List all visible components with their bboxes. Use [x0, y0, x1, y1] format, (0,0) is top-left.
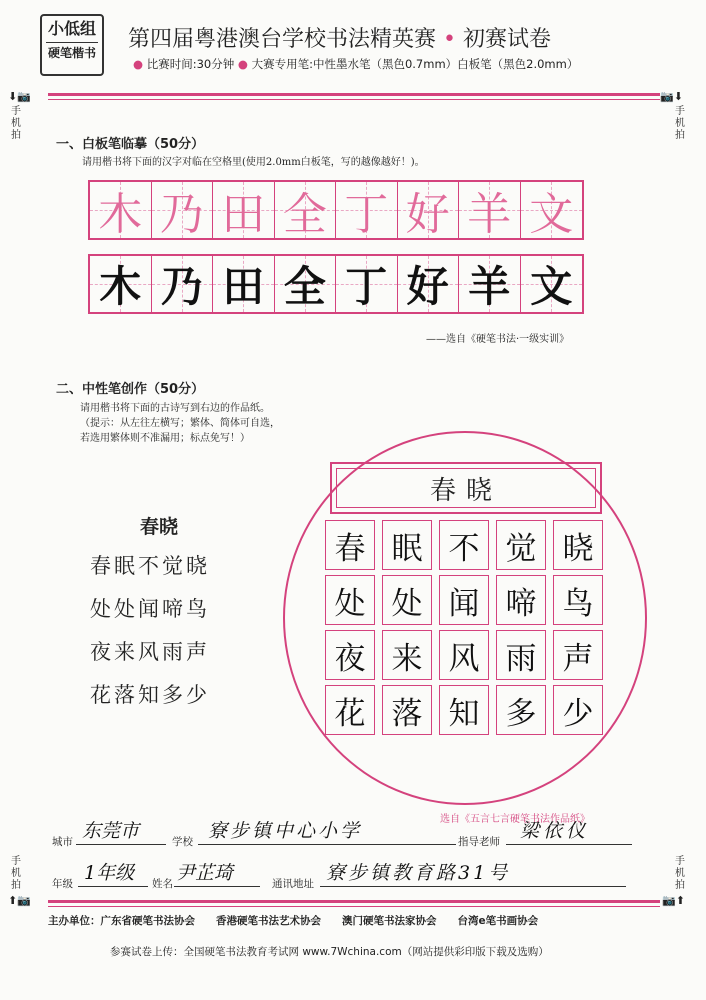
phone-scan-label: 手机拍 [675, 106, 685, 141]
model-cell: 好 [398, 182, 460, 238]
teacher-field[interactable]: 梁依仪 [520, 820, 590, 842]
footer-rule-thin [48, 906, 660, 907]
work-cell[interactable]: 多 [496, 685, 546, 735]
section2-heading: 二、中性笔创作（50分） [56, 382, 205, 397]
copy-cell[interactable]: 乃 [152, 256, 214, 312]
model-char-grid [88, 180, 584, 240]
work-cell[interactable]: 眠 [382, 520, 432, 570]
badge-group: 小低组 [47, 19, 96, 38]
city-label: 城市 [52, 836, 73, 848]
work-cell[interactable]: 落 [382, 685, 432, 735]
work-cell[interactable]: 啼 [496, 575, 546, 625]
work-cell[interactable]: 处 [382, 575, 432, 625]
poem-line: 春眠不觉晓 [90, 554, 210, 578]
work-source: 选自《五言七言硬笔书法作品纸》 [440, 814, 590, 825]
model-cell: 羊 [459, 182, 521, 238]
work-title: 春晓 [336, 468, 596, 508]
model-cell: 木 [90, 182, 152, 238]
copy-cell[interactable]: 羊 [459, 256, 521, 312]
model-cell: 乃 [152, 182, 214, 238]
header-rule-thin [48, 99, 660, 100]
instruction-line: 若选用繁体则不准漏用；标点免写！） [80, 433, 250, 444]
model-cell: 田 [213, 182, 275, 238]
work-row [325, 685, 603, 735]
address-field[interactable]: 寮步镇教育路31号 [326, 862, 511, 884]
model-cell: 全 [275, 182, 337, 238]
address-label: 通讯地址 [272, 878, 314, 890]
bullet-icon: ● [133, 57, 144, 71]
underline [198, 844, 456, 845]
section2-instruction [80, 401, 280, 446]
title-dot: • [443, 27, 456, 52]
work-row [325, 630, 603, 680]
grade-label: 年级 [52, 878, 73, 890]
header-rule [48, 93, 660, 96]
work-cell[interactable]: 处 [325, 575, 375, 625]
work-cell[interactable]: 春 [325, 520, 375, 570]
poem-line: 夜来风雨声 [90, 640, 210, 664]
phone-scan-label: 手机拍 [675, 856, 685, 891]
work-cell[interactable]: 闻 [439, 575, 489, 625]
camera-icon: ⬆📷 [8, 894, 31, 907]
page-title [128, 22, 551, 53]
copy-cell[interactable]: 好 [398, 256, 460, 312]
poem-line: 处处闻啼鸟 [90, 597, 210, 621]
work-cell[interactable]: 少 [553, 685, 603, 735]
city-field[interactable]: 东莞市 [82, 820, 140, 842]
organizers: 主办单位：广东省硬笔书法协会 香港硬笔书法艺术协会 澳门硬笔书法家协会 台湾e笔书画协会 [48, 915, 539, 927]
grade-field[interactable]: 1年级 [84, 862, 135, 884]
copy-cell[interactable]: 文 [521, 256, 583, 312]
work-cell[interactable]: 声 [553, 630, 603, 680]
copy-cell[interactable]: 木 [90, 256, 152, 312]
footer-rule [48, 900, 660, 903]
phone-scan-label: 手机拍 [11, 106, 21, 141]
underline [320, 886, 626, 887]
title-sub: 初赛试卷 [463, 27, 552, 52]
exam-info [133, 56, 578, 72]
copy-cell[interactable]: 全 [275, 256, 337, 312]
group-badge [40, 14, 104, 76]
underline [76, 844, 166, 845]
name-field[interactable]: 尹芷琦 [176, 862, 234, 884]
badge-category: 硬笔楷书 [46, 42, 98, 63]
underline [78, 886, 148, 887]
copy-char-grid [88, 254, 584, 314]
section1-source: ——选自《硬笔书法·一级实训》 [426, 334, 570, 345]
camera-icon: 📷⬆ [662, 894, 685, 907]
work-cell[interactable]: 不 [439, 520, 489, 570]
model-cell: 文 [521, 182, 583, 238]
camera-icon: 📷⬇ [660, 90, 683, 103]
time-label: 比赛时间:30分钟 [146, 57, 235, 71]
copy-cell[interactable]: 丁 [336, 256, 398, 312]
phone-scan-label: 手机拍 [11, 856, 21, 891]
work-cell[interactable]: 花 [325, 685, 375, 735]
work-cell[interactable]: 夜 [325, 630, 375, 680]
section1-heading: 一、白板笔临摹（50分） [56, 137, 205, 152]
poem-line: 花落知多少 [90, 683, 210, 707]
upload-note: 参赛试卷上传：全国硬笔书法教育考试网 www.7Wchina.com（网站提供彩印版下载及选购） [110, 946, 549, 958]
pen-label: 大赛专用笔:中性墨水笔（黑色0.7mm）白板笔（黑色2.0mm） [251, 57, 579, 71]
poem-title: 春晓 [140, 516, 179, 538]
work-title-box[interactable] [330, 462, 602, 514]
work-cell[interactable]: 鸟 [553, 575, 603, 625]
work-row [325, 520, 603, 570]
bullet-icon: ● [237, 57, 248, 71]
school-label: 学校 [172, 836, 193, 848]
instruction-line: （提示：从左往左横写；繁体、简体可自选， [80, 418, 280, 429]
work-cell[interactable]: 来 [382, 630, 432, 680]
underline [506, 844, 632, 845]
work-cell[interactable]: 雨 [496, 630, 546, 680]
copy-cell[interactable]: 田 [213, 256, 275, 312]
work-cell[interactable]: 知 [439, 685, 489, 735]
title-main: 第四届粤港澳台学校书法精英赛 [128, 27, 437, 52]
model-cell: 丁 [336, 182, 398, 238]
work-cell[interactable]: 风 [439, 630, 489, 680]
underline [174, 886, 260, 887]
work-cell[interactable]: 觉 [496, 520, 546, 570]
name-label: 姓名 [152, 878, 173, 890]
work-cell[interactable]: 晓 [553, 520, 603, 570]
work-row [325, 575, 603, 625]
work-grid [325, 520, 603, 740]
section1-instruction: 请用楷书将下面的汉字对临在空格里(使用2.0mm白板笔，写的越像越好！)。 [82, 157, 425, 168]
camera-icon: ⬇📷 [8, 90, 31, 103]
teacher-label: 指导老师 [458, 836, 500, 848]
school-field[interactable]: 寮步镇中心小学 [208, 820, 363, 842]
instruction-line: 请用楷书将下面的古诗写到右边的作品纸。 [80, 403, 270, 414]
